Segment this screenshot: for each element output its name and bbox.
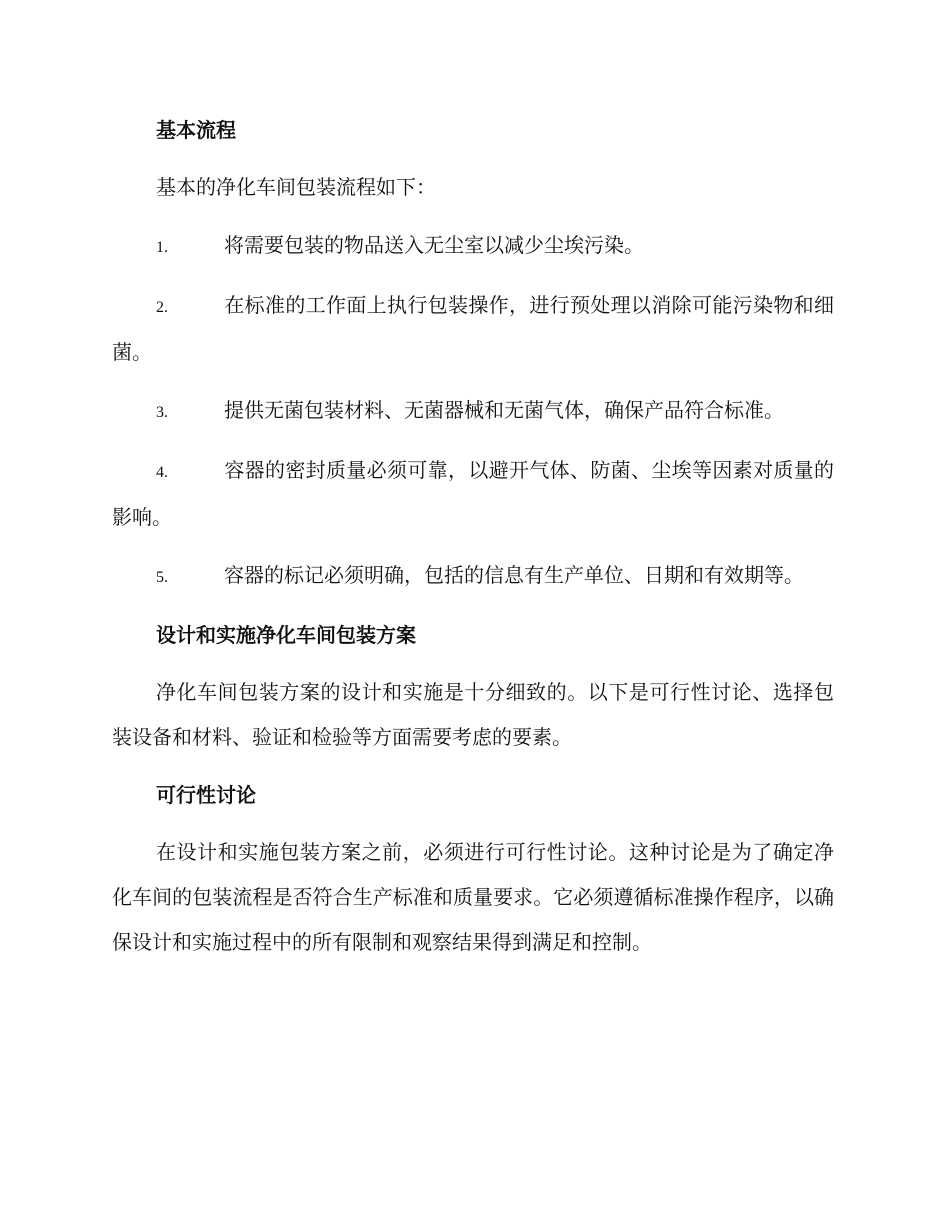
section-heading-basic-process: 基本流程 [156,118,236,142]
list-item-text: 容器的密封质量必须可靠，以避开气体、防菌、尘埃等因素对质量的影响。 [112,458,834,529]
list-item-number: 2. [156,299,168,316]
list-item-text: 容器的标记必须明确，包括的信息有生产单位、日期和有效期等。 [224,563,804,587]
section-intro-basic-process: 基本的净化车间包装流程如下： [156,175,436,199]
section-body-design-implementation: 净化车间包装方案的设计和实施是十分细致的。以下是可行性讨论、选择包装设备和材料、验证和检验等方面需要考虑的要素。 [112,680,834,749]
list-item-number: 1. [156,239,168,256]
list-item [112,553,834,600]
section-heading-design-implementation: 设计和实施净化车间包装方案 [156,623,416,647]
list-item [112,223,834,270]
list-item-text: 提供无菌包装材料、无菌器械和无菌气体，确保产品符合标准。 [224,398,784,422]
list-item-text: 在标准的工作面上执行包装操作，进行预处理以消除可能污染物和细菌。 [112,293,834,364]
list-item [112,388,834,435]
list-item-text: 将需要包装的物品送入无尘室以减少尘埃污染。 [224,233,644,257]
section-body-feasibility: 在设计和实施包装方案之前，必须进行可行性讨论。这种讨论是为了确定净化车间的包装流程是否符合生产标准和质量要求。它必须遵循标准操作程序，以确保设计和实施过程中的所有限制和观察结果得到满足和控制。 [112,840,834,954]
list-item [112,283,834,375]
list-item-number: 4. [156,464,168,481]
document-page [112,108,834,978]
list-item [112,448,834,540]
list-item-number: 5. [156,569,168,586]
section-heading-feasibility: 可行性讨论 [156,783,256,807]
list-item-number: 3. [156,404,168,421]
